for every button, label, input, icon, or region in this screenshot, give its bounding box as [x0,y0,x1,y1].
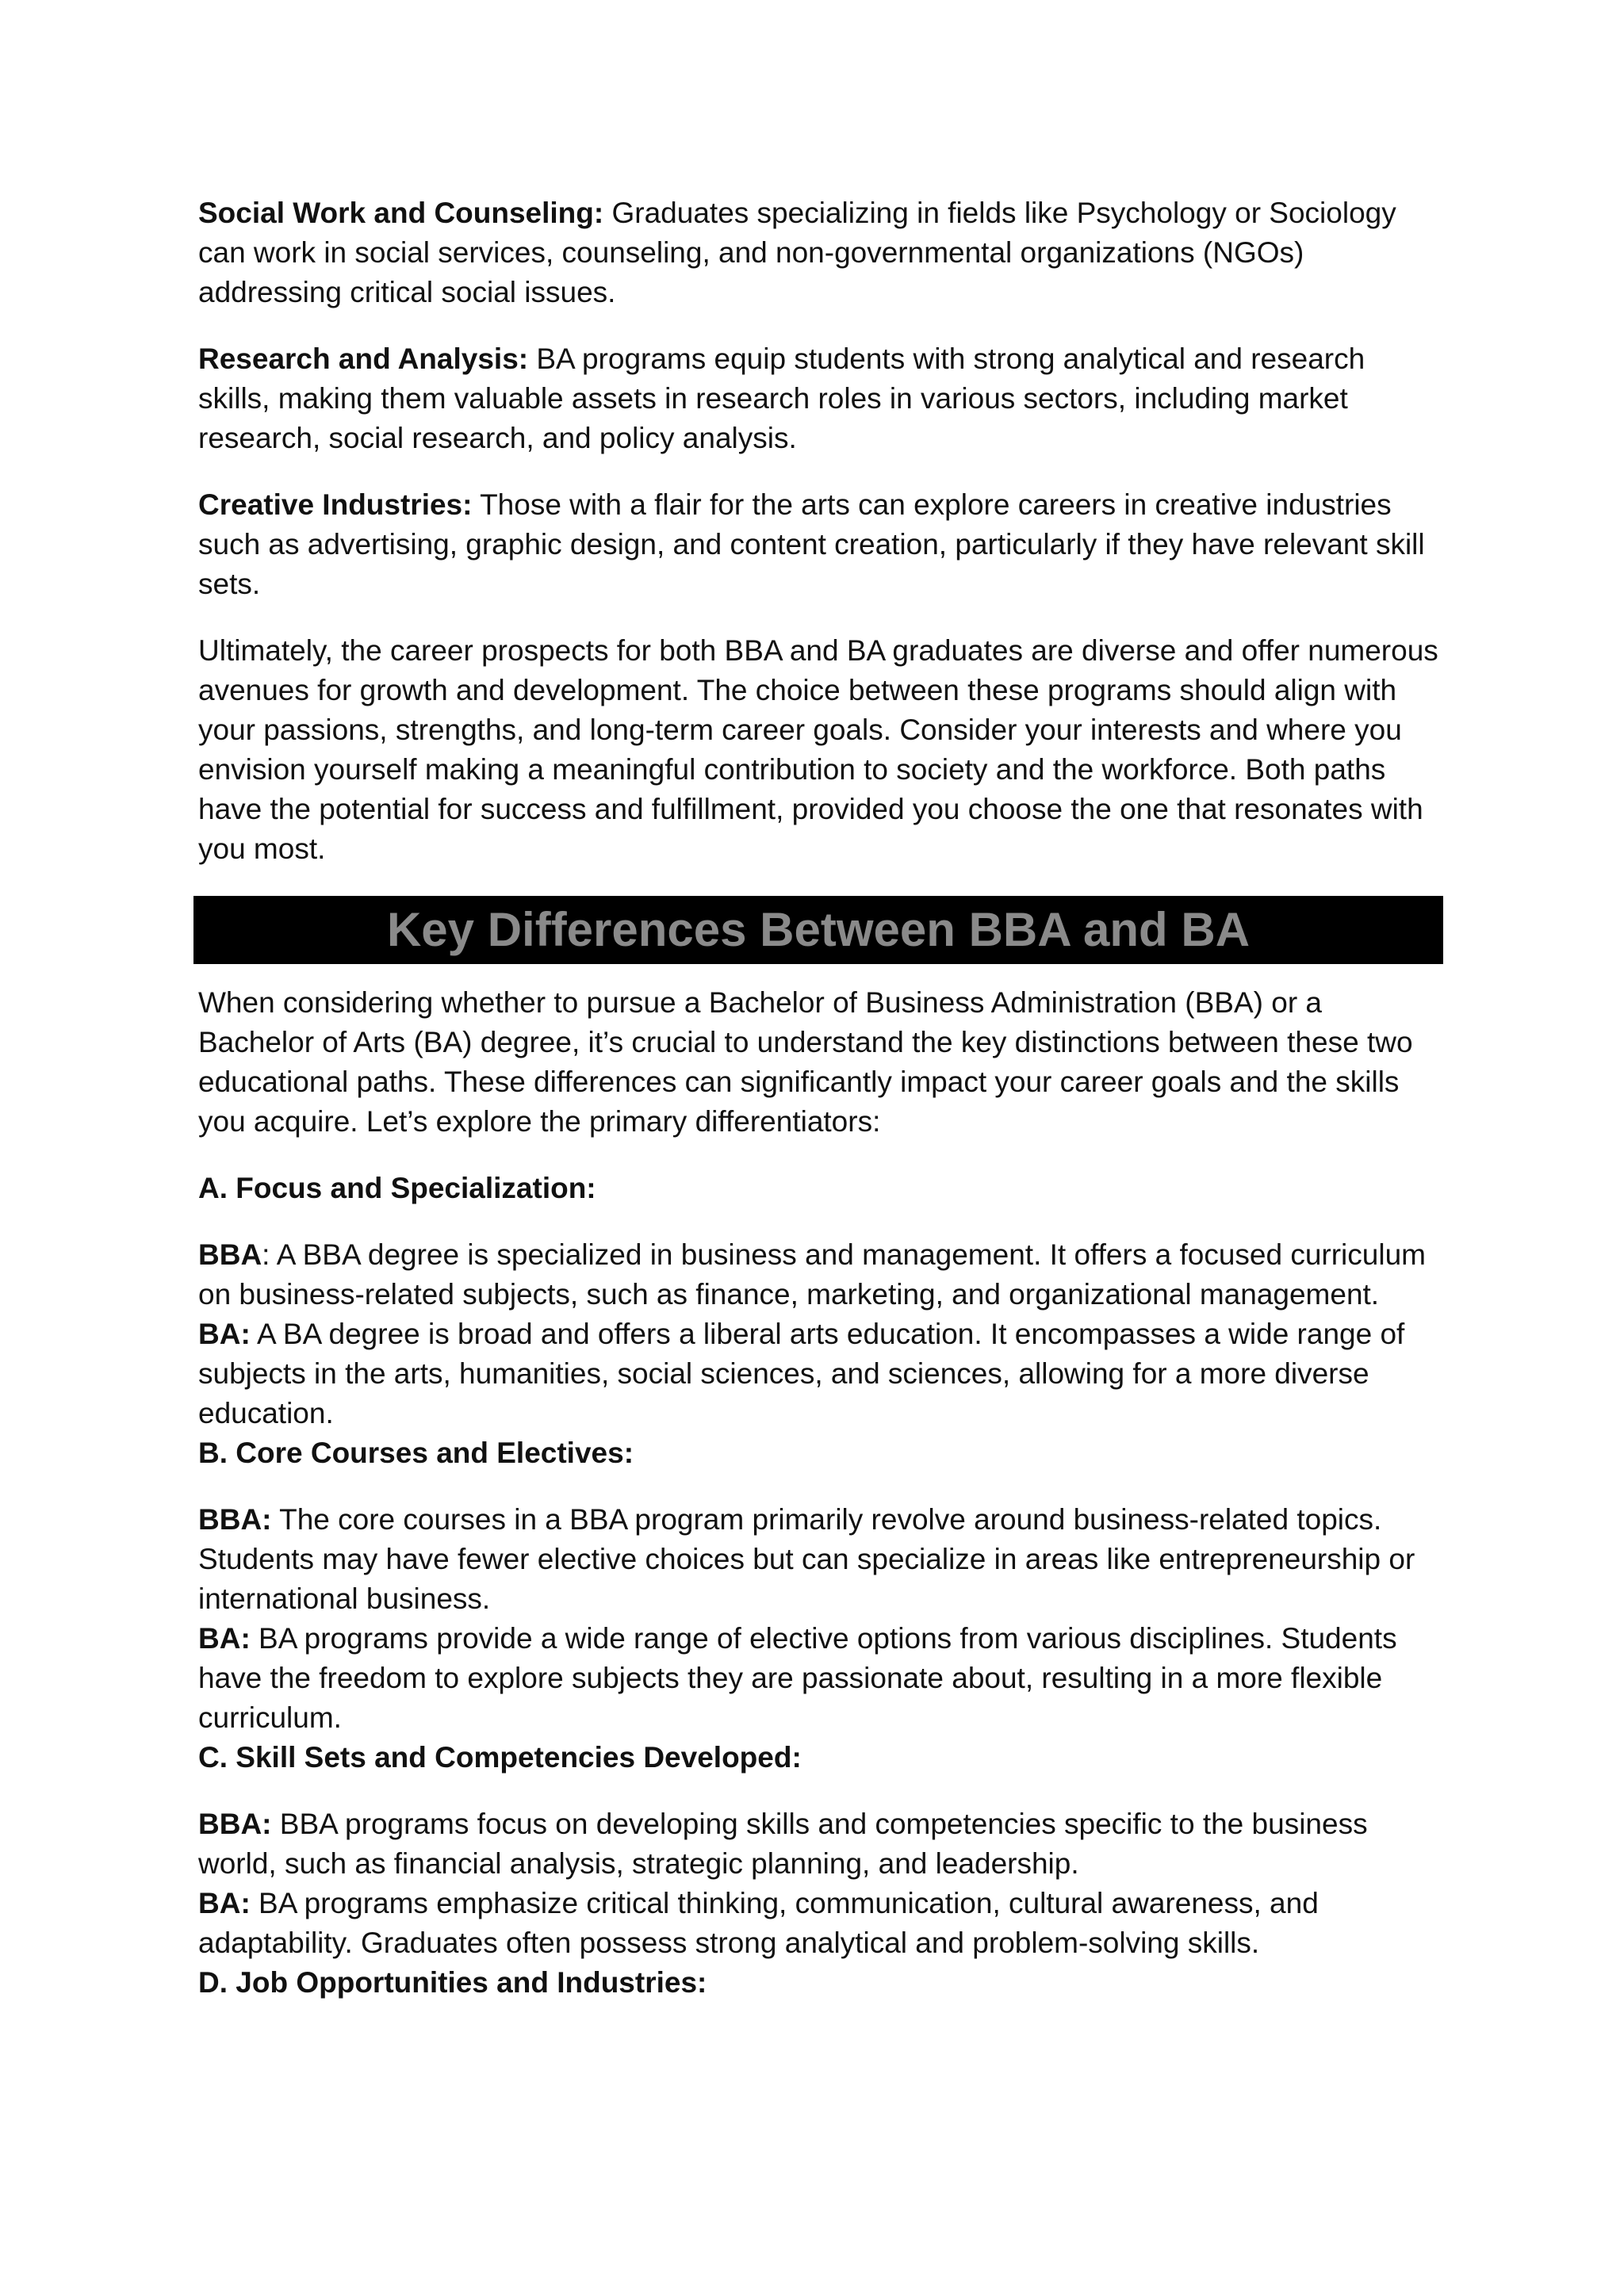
item-ba-skills [198,1884,1443,1963]
item-text: BBA programs focus on developing skills and competencies specific to the business world, such as financial analysis, strategic planning, and leadership. [198,1808,1368,1880]
item-text: A BA degree is broad and offers a liberal arts education. It encompasses a wide range of subjects in the arts, humanities, social sciences, and sciences, allowing for a more diverse education. [198,1318,1405,1429]
item-label: BA: [198,1887,251,1919]
item-bba-core [198,1500,1443,1619]
item-text: : A BBA degree is specialized in business and management. It offers a focused curriculum on business-related subjects, such as finance, marketing, and organizational management. [198,1238,1426,1311]
item-bba-skills [198,1804,1443,1884]
item-text: BA programs provide a wide range of elective options from various disciplines. Students have the freedom to explore subjects they are passionate about, resulting in a more flexible curriculum. [198,1622,1397,1734]
paragraph-creative-industries [198,485,1443,604]
item-label: BA: [198,1622,251,1655]
item-label: BA: [198,1318,251,1350]
subheading-job-opportunities: D. Job Opportunities and Industries: [198,1966,707,1999]
paragraph-text: Graduates specializing in fields like Psychology or Sociology can work in social services, counseling, and non-governmental organizations (NGOs) addressing critical social issues. [198,197,1396,308]
item-ba-core [198,1619,1443,1738]
document-page [198,193,1443,2003]
paragraph-conclusion: Ultimately, the career prospects for both BBA and BA graduates are diverse and offer numerous avenues for growth and development. The choice between these programs should align with your passions, strengths, and long-term career goals. Consider your interests and where you envision yourself making a meaningful contribution to society and the workforce. Both paths have the potential for success and fulfillment, provided you choose the one that resonates with you most. [198,634,1438,865]
subheading-core-courses: B. Core Courses and Electives: [198,1437,634,1469]
paragraph-text: Those with a flair for the arts can explore careers in creative industries such as advertising, graphic design, and content creation, particularly if they have relevant skill sets. [198,488,1425,600]
item-bba-focus [198,1235,1443,1314]
section-title-banner: Key Differences Between BBA and BA [193,896,1443,964]
item-text: The core courses in a BBA program primarily revolve around business-related topics. Students may have fewer elective choices but can specialize in areas like entrepreneurship or international business. [198,1503,1415,1615]
paragraph-label: Creative Industries: [198,488,473,521]
item-label: BBA: [198,1808,272,1840]
paragraph-label: Social Work and Counseling: [198,197,604,229]
item-label: BBA: [198,1503,272,1536]
item-label: BBA [198,1238,262,1271]
paragraph-research-analysis [198,339,1443,458]
paragraph-label: Research and Analysis: [198,342,529,375]
item-text: BA programs emphasize critical thinking, communication, cultural awareness, and adaptability. Graduates often possess strong analytical and problem-solving skills. [198,1887,1319,1959]
subheading-skill-sets: C. Skill Sets and Competencies Developed: [198,1741,802,1774]
item-ba-focus [198,1314,1443,1433]
paragraph-intro: When considering whether to pursue a Bachelor of Business Administration (BBA) or a Bachelor of Arts (BA) degree, it’s crucial to understand the key distinctions between these two educational paths. These differences can significantly impact your career goals and the skills you acquire. Let’s explore the primary differentiators: [198,986,1413,1138]
paragraph-social-work [198,193,1443,312]
subheading-focus-specialization: A. Focus and Specialization: [198,1172,596,1204]
paragraph-text: BA programs equip students with strong analytical and research skills, making them valuable assets in research roles in various sectors, including market research, social research, and policy analysis. [198,342,1365,454]
